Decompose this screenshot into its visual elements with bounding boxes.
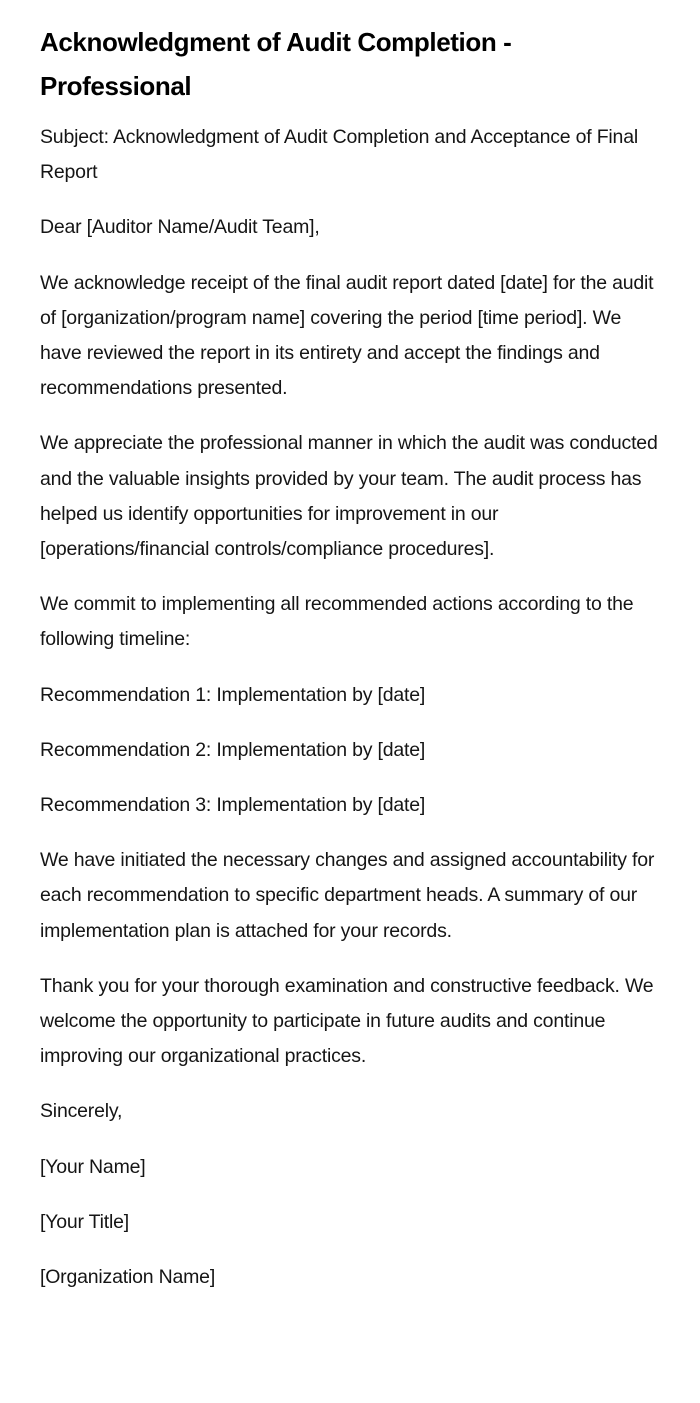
- body-paragraph-implementation: We have initiated the necessary changes and assigned accountability for each recommendation to specific department heads. A summary of our implementation plan is attached for your records.: [40, 849, 655, 942]
- signature-organization: [Organization Name]: [40, 1266, 216, 1289]
- document-title: Acknowledgment of Audit Completion - Professional: [40, 27, 512, 101]
- body-paragraph-acknowledgment: We acknowledge receipt of the final audit report dated [date] for the audit of [organization/program name] covering the period [time period]. We have reviewed the report in its entirety and accept the findings and recommendations presented.: [40, 271, 654, 400]
- signature-title: [Your Title]: [40, 1210, 130, 1233]
- signature-name: [Your Name]: [40, 1155, 146, 1178]
- recommendation-item: Recommendation 2: Implementation by [date]: [40, 738, 426, 761]
- subject-line: Subject: Acknowledgment of Audit Completion and Acceptance of Final Report: [40, 126, 638, 184]
- body-paragraph-thanks: Thank you for your thorough examination and constructive feedback. We welcome the opportunity to participate in future audits and continue improving our organizational practices.: [40, 974, 654, 1068]
- closing-sincerely: Sincerely,: [40, 1100, 123, 1123]
- body-paragraph-appreciation: We appreciate the professional manner in which the audit was conducted and the valuable insights provided by your team. The audit process has helped us identify opportunities for improvement in our [operations/financial controls/compliance procedures].: [40, 432, 658, 561]
- salutation: Dear [Auditor Name/Audit Team],: [40, 216, 320, 239]
- body-paragraph-commitment: We commit to implementing all recommended actions according to the following timeline:: [40, 593, 634, 651]
- recommendation-item: Recommendation 1: Implementation by [date]: [40, 683, 426, 706]
- recommendation-item: Recommendation 3: Implementation by [date]: [40, 794, 426, 817]
